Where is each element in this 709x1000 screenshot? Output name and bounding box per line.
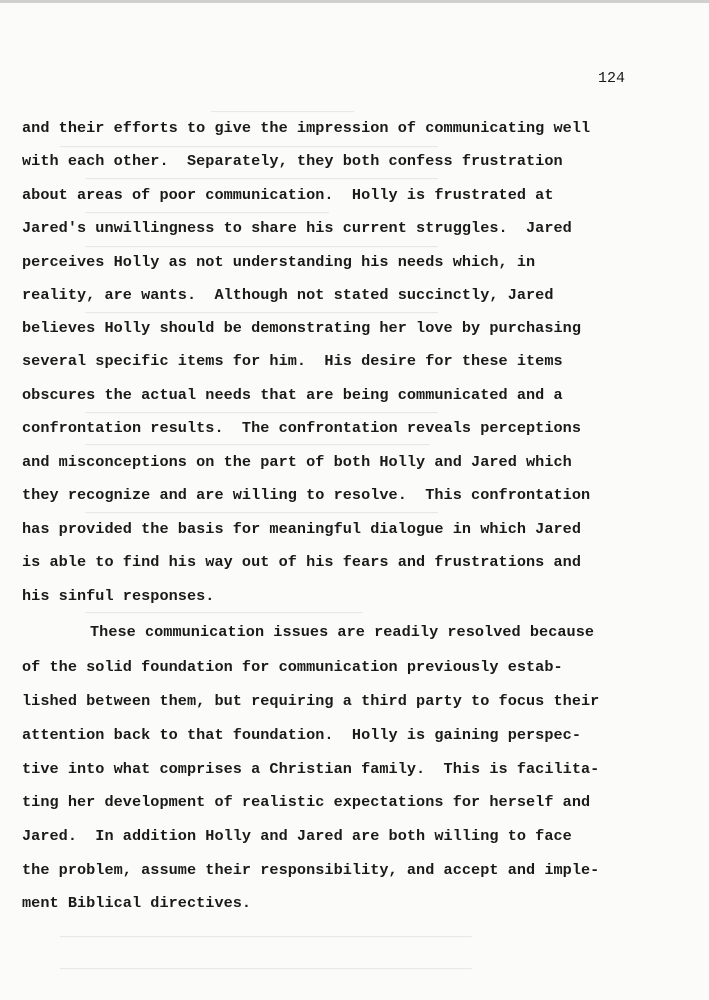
page-number: 124 xyxy=(598,70,626,87)
bleed-through-mark: ───────────────── xyxy=(60,105,355,121)
bleed-through-mark: ────────────────────────────────────────── xyxy=(60,306,439,322)
text-line: they recognize and are willing to resolve. This confrontation xyxy=(22,486,591,504)
bleed-through-mark: ────────────────────────────────────────── xyxy=(60,172,439,188)
text-line: confrontation results. The confrontation reveals perceptions xyxy=(22,419,582,437)
bleed-through-mark: ───────────────────────────────────────── xyxy=(60,438,430,454)
text-line: Jared's unwillingness to share his current struggles. Jared xyxy=(22,219,572,237)
text-line: believes Holly should be demonstrating her love by purchasing xyxy=(22,319,582,337)
bleed-through-mark: ───────────────────────────────────────────── xyxy=(60,140,439,156)
text-line: attention back to that foundation. Holly is gaining perspec- xyxy=(22,726,582,744)
text-line: perceives Holly as not understanding his needs which, in xyxy=(22,253,536,271)
bleed-through-mark: ───────────────────────────────────────────────── xyxy=(60,962,472,978)
text-line: These communication issues are readily resolved because xyxy=(90,623,595,641)
bleed-through-mark: ────────────────────────────────────────── xyxy=(60,406,439,422)
text-line: tive into what comprises a Christian family. This is facilita- xyxy=(22,760,600,778)
text-line: several specific items for him. His desire for these items xyxy=(22,352,563,370)
bleed-through-mark: ───────────────────────────────────────────────── xyxy=(60,930,472,946)
text-line: of the solid foundation for communication previously estab- xyxy=(22,658,563,676)
text-line: lished between them, but requiring a third party to focus their xyxy=(22,692,600,710)
text-line: obscures the actual needs that are being communicated and a xyxy=(22,386,563,404)
text-line: with each other. Separately, they both confess frustration xyxy=(22,152,563,170)
text-line: ting her development of realistic expectations for herself and xyxy=(22,793,591,811)
text-line: and their efforts to give the impression of communicating well xyxy=(22,119,591,137)
text-line: Jared. In addition Holly and Jared are both willing to face xyxy=(22,827,572,845)
text-line: about areas of poor communication. Holly is frustrated at xyxy=(22,186,554,204)
bleed-through-mark: ────────────────────────────────────────── xyxy=(60,240,439,256)
bleed-through-mark: ───────────────────────────── xyxy=(60,206,329,222)
text-line: and misconceptions on the part of both Holly and Jared which xyxy=(22,453,572,471)
text-line: has provided the basis for meaningful dialogue in which Jared xyxy=(22,520,582,538)
text-line: is able to find his way out of his fears and frustrations and xyxy=(22,553,582,571)
page-top-edge xyxy=(0,0,709,3)
text-line: his sinful responses. xyxy=(22,587,215,605)
text-line: the problem, assume their responsibility, and accept and imple- xyxy=(22,861,600,879)
text-line: ment Biblical directives. xyxy=(22,894,252,912)
text-line: reality, are wants. Although not stated succinctly, Jared xyxy=(22,286,554,304)
bleed-through-mark: ───────────────────────────────── xyxy=(60,606,363,622)
bleed-through-mark: ────────────────────────────────────────── xyxy=(60,506,439,522)
